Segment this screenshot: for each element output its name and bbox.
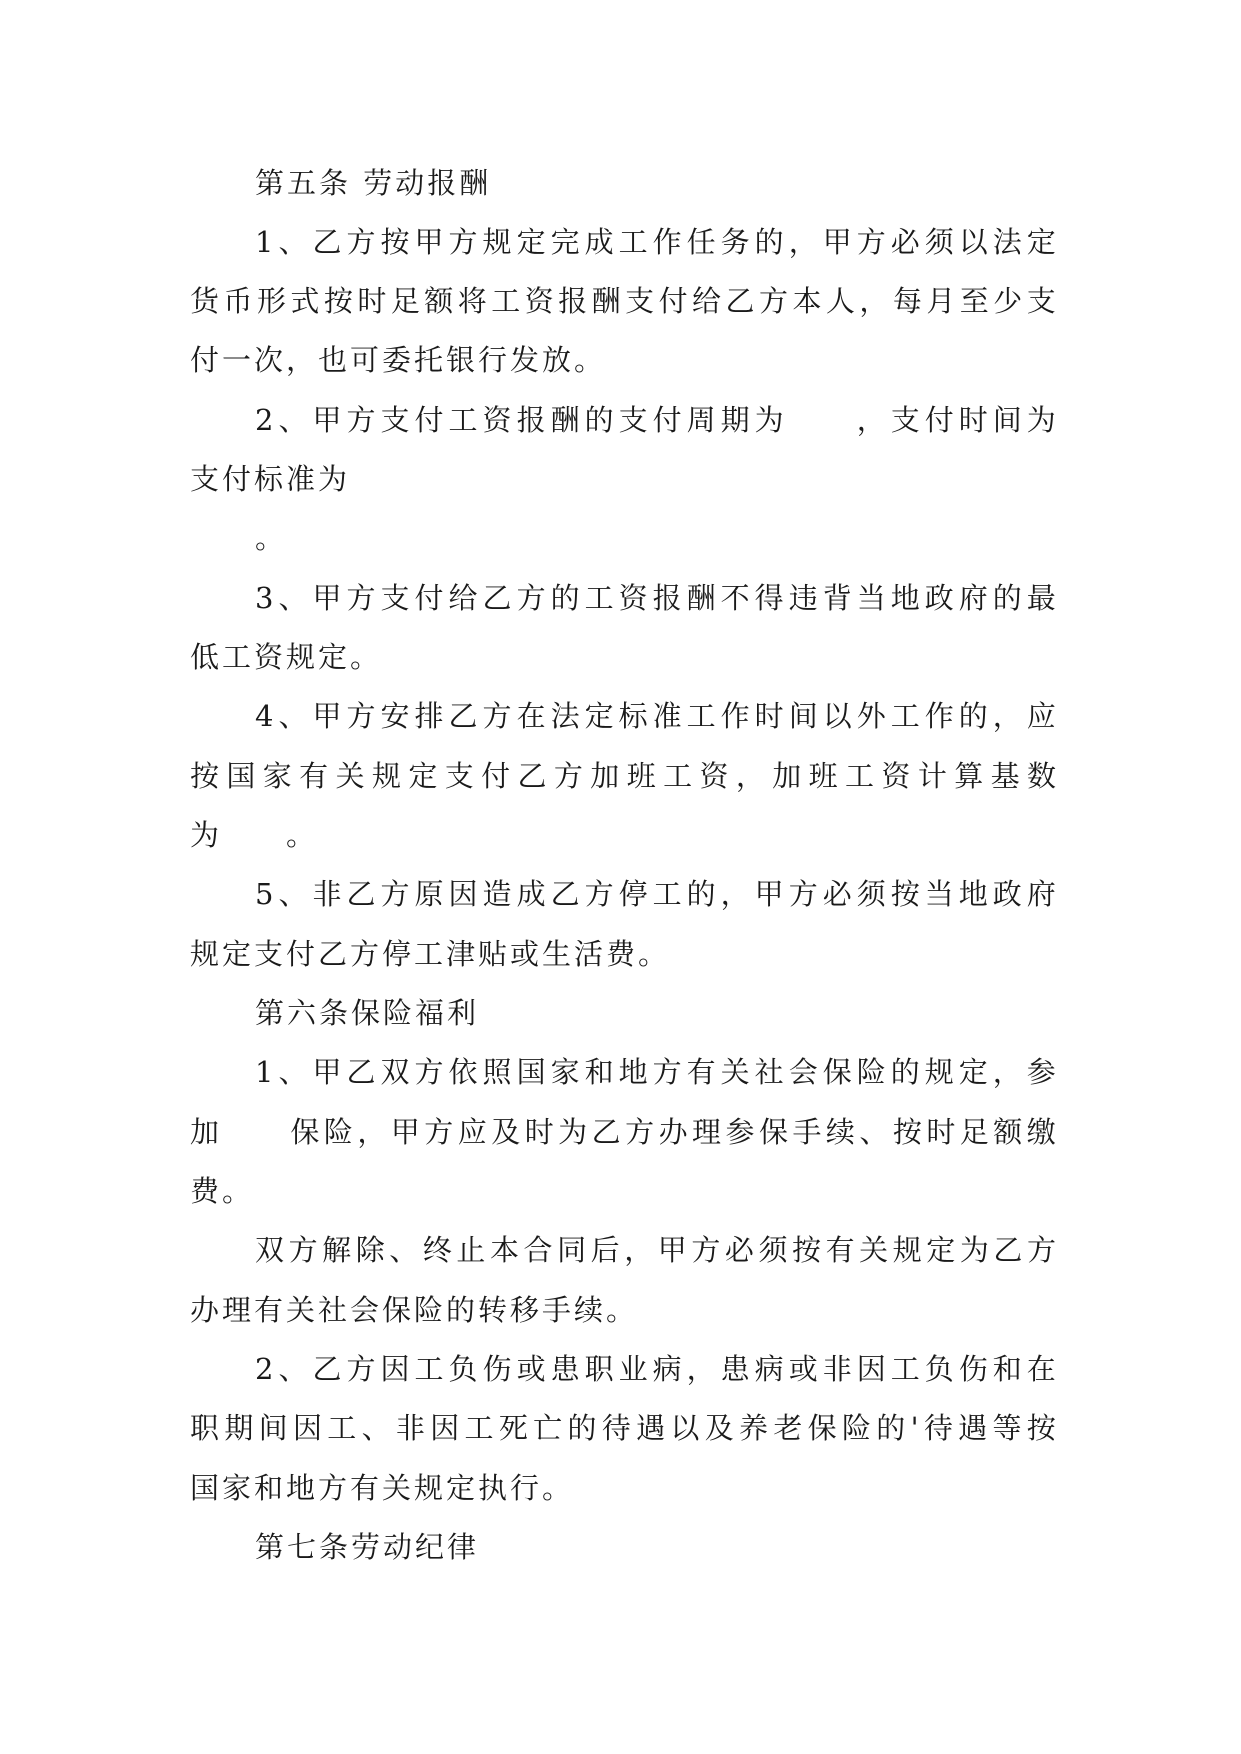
- text-line-21: 2 、 乙 方 因 工 负 伤 或 患 职 业 病 ， 患 病 或 非 因 工 负 伤 和 在: [255, 1352, 1056, 1386]
- text-line-20: 办理有关社会保险的转移手续。: [190, 1293, 639, 1327]
- text-line-17: 加 保 险 ， 甲 方 应 及 时 为 乙 方 办 理 参 保 手 续 、 按 时 足 额 缴: [190, 1115, 1056, 1149]
- text-line-5: 2 、 甲 方 支 付 工 资 报 酬 的 支 付 周 期 为 ， 支 付 时 间 为: [255, 403, 1056, 437]
- text-line-9: 低工资规定。: [190, 640, 383, 674]
- text-line-12: 为 。: [190, 818, 319, 852]
- text-line-3: 货 币 形 式 按 时 足 额 将 工 资 报 酬 支 付 给 乙 方 本 人 ， 每 月 至 少 支: [190, 284, 1056, 318]
- text-line-1: 第五条 劳动报酬: [255, 166, 492, 200]
- text-line-22: 职 期 间 因 工 、 非 因 工 死 亡 的 待 遇 以 及 养 老 保 险 的 ' 待 遇 等 按: [190, 1411, 1056, 1445]
- text-line-16: 1 、 甲 乙 双 方 依 照 国 家 和 地 方 有 关 社 会 保 险 的 规 定 ， 参: [255, 1055, 1056, 1089]
- text-line-23: 国家和地方有关规定执行。: [190, 1471, 575, 1505]
- text-line-8: 3 、 甲 方 支 付 给 乙 方 的 工 资 报 酬 不 得 违 背 当 地 政 府 的 最: [255, 581, 1056, 615]
- text-line-15: 第六条保险福利: [255, 996, 480, 1030]
- text-line-24: 第七条劳动纪律: [255, 1530, 480, 1564]
- text-line-2: 1 、 乙 方 按 甲 方 规 定 完 成 工 作 任 务 的 ， 甲 方 必 须 以 法 定: [255, 225, 1056, 259]
- text-line-13: 5 、 非 乙 方 原 因 造 成 乙 方 停 工 的 ， 甲 方 必 须 按 当 地 政 府: [255, 877, 1056, 911]
- text-line-6: 支付标准为: [190, 462, 351, 496]
- text-line-7: 。: [255, 521, 288, 555]
- text-line-19: 双 方 解 除 、 终 止 本 合 同 后 ， 甲 方 必 须 按 有 关 规 定 为 乙 方: [255, 1233, 1056, 1267]
- text-line-11: 按 国 家 有 关 规 定 支 付 乙 方 加 班 工 资 ， 加 班 工 资 计 算 基 数: [190, 759, 1056, 793]
- text-line-10: 4 、 甲 方 安 排 乙 方 在 法 定 标 准 工 作 时 间 以 外 工 作 的 ， 应: [255, 699, 1056, 733]
- text-line-4: 付一次，也可委托银行发放。: [190, 343, 607, 377]
- text-line-14: 规定支付乙方停工津贴或生活费。: [190, 937, 671, 971]
- text-line-18: 费。: [190, 1174, 255, 1208]
